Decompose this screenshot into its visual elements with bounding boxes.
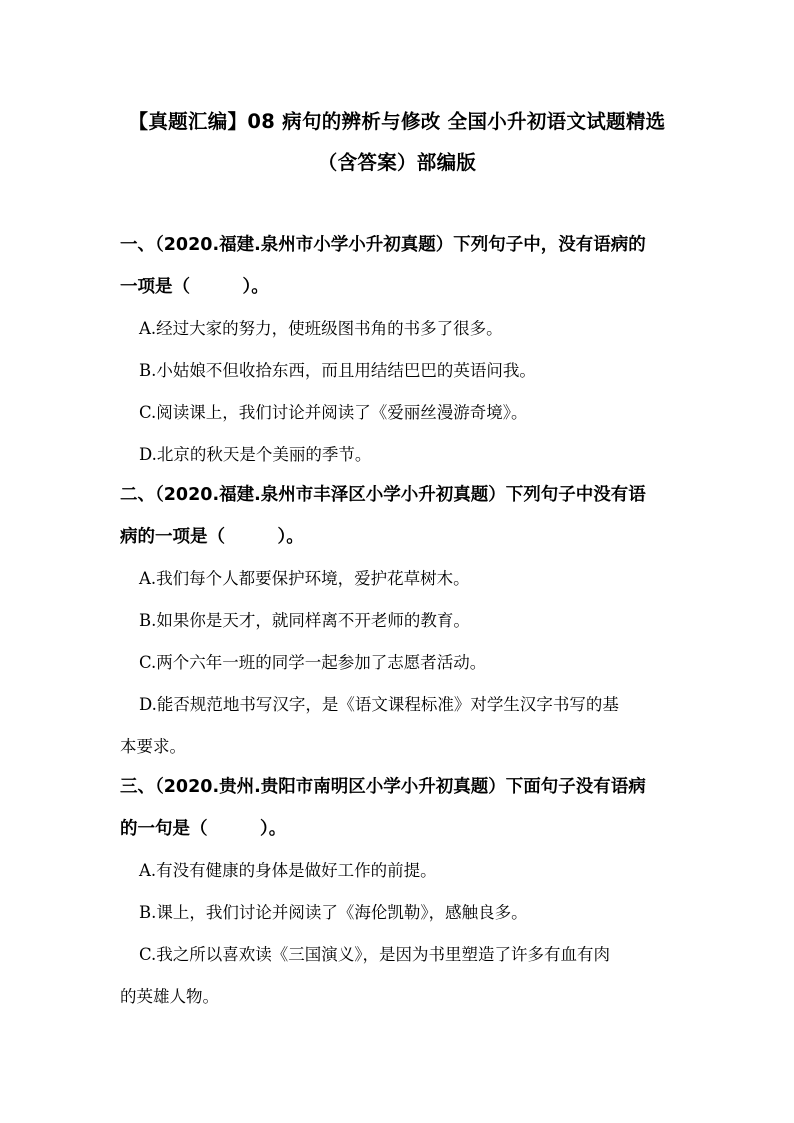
document-title-line-2: （含答案）部编版 [317, 151, 477, 174]
question-3-option-c: C.我之所以喜欢读《三国演义》，是因为书里塑造了许多有血有肉 [139, 945, 611, 964]
question-3-option-b: B.课上，我们讨论并阅读了《海伦凯勒》，感触良多。 [139, 903, 528, 922]
question-3-stem: 三、（2020.贵州.贵阳市南明区小学小升初真题）下面句子没有语病 [120, 777, 646, 797]
question-3-option-a: A.有没有健康的身体是做好工作的前提。 [139, 861, 437, 880]
question-3-stem-cont: 的一句是（ ）。 [120, 819, 287, 839]
question-2-stem: 二、（2020.福建.泉州市丰泽区小学小升初真题）下列句子中没有语 [120, 485, 646, 505]
question-1-option-c: C.阅读课上，我们讨论并阅读了《爱丽丝漫游奇境》。 [139, 403, 528, 422]
question-1-stem-cont: 一项是（ ）。 [120, 277, 269, 297]
question-1-stem: 一、（2020.福建.泉州市小学小升初真题）下列句子中，没有语病的 [120, 235, 646, 255]
question-1-option-b: B.小姑娘不但收拾东西，而且用结结巴巴的英语问我。 [139, 361, 536, 380]
question-2-option-d-cont: 本要求。 [120, 737, 186, 756]
question-2-option-d: D.能否规范地书写汉字，是《语文课程标准》对学生汉字书写的基 [139, 695, 619, 714]
question-1-option-a: A.经过大家的努力，使班级图书角的书多了很多。 [139, 319, 503, 338]
question-2-option-b: B.如果你是天才，就同样离不开老师的教育。 [139, 611, 470, 630]
question-2-option-a: A.我们每个人都要保护环境，爱护花草树木。 [139, 569, 470, 588]
question-3-option-c-cont: 的英雄人物。 [120, 987, 219, 1006]
question-2-stem-cont: 病的一项是（ ）。 [120, 527, 304, 547]
question-2-option-c: C.两个六年一班的同学一起参加了志愿者活动。 [139, 653, 487, 672]
question-1-option-d: D.北京的秋天是个美丽的季节。 [139, 445, 372, 464]
document-title-line-1: 【真题汇编】08 病句的辨析与修改 全国小升初语文试题精选 [128, 110, 666, 133]
